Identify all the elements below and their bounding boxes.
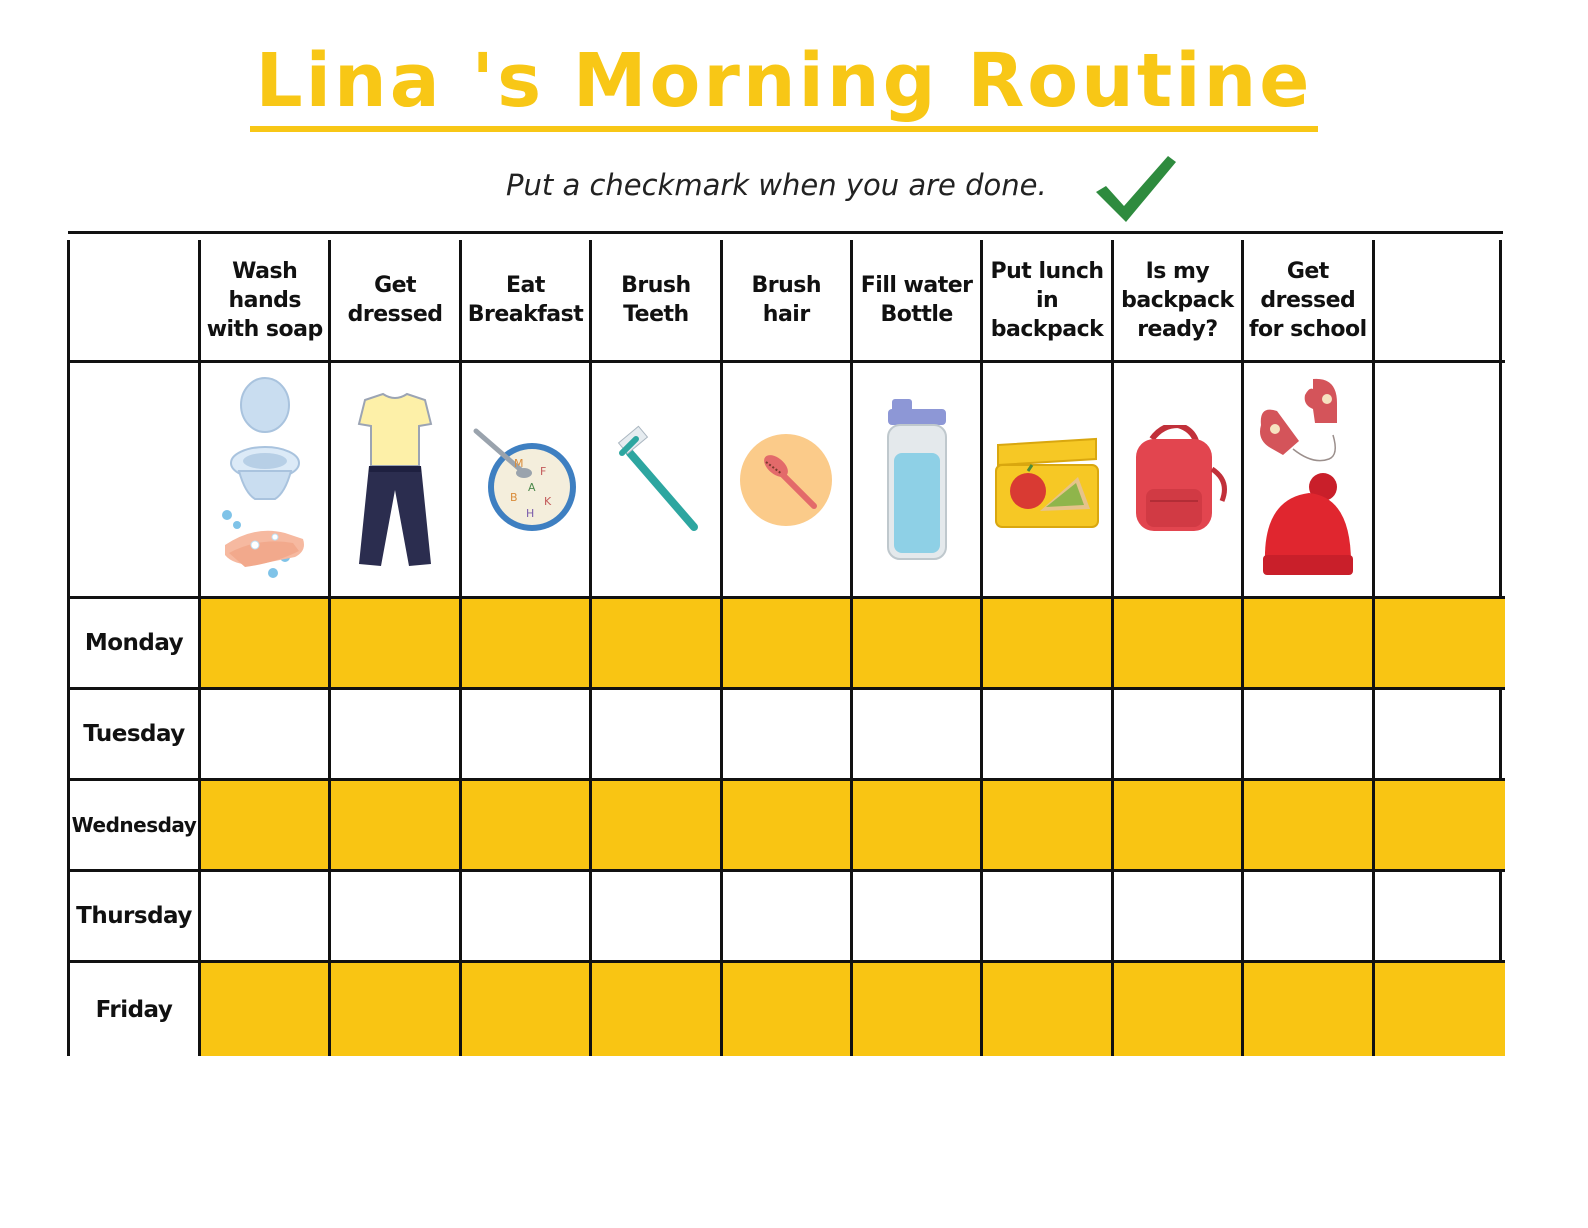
- checkbox-cell[interactable]: [462, 781, 592, 872]
- checkbox-cell[interactable]: [331, 963, 461, 1056]
- day-label-thursday: Thursday: [70, 872, 201, 963]
- icon-cell: [983, 363, 1113, 599]
- routine-table: [67, 240, 1502, 1056]
- checkbox-cell[interactable]: [592, 781, 722, 872]
- cereal-bowl-icon: [470, 425, 580, 535]
- checkbox-cell[interactable]: [723, 781, 853, 872]
- lunchbox-icon: [992, 425, 1102, 535]
- checkbox-cell[interactable]: [462, 963, 592, 1056]
- checkbox-cell[interactable]: [853, 690, 983, 781]
- backpack-icon: [1122, 425, 1232, 535]
- svg-text:M: M: [514, 456, 524, 470]
- mittens-hat-icon: [1253, 375, 1363, 585]
- task-header: Get dressed: [331, 240, 461, 363]
- day-label-wednesday: Wednesday: [70, 781, 201, 872]
- day-label-monday: Monday: [70, 599, 201, 690]
- checkbox-cell[interactable]: [331, 599, 461, 690]
- checkbox-cell[interactable]: [201, 781, 331, 872]
- task-header: Is my backpack ready?: [1114, 240, 1244, 363]
- checkbox-cell[interactable]: [1114, 781, 1244, 872]
- checkbox-cell[interactable]: [853, 781, 983, 872]
- checkbox-cell[interactable]: [462, 690, 592, 781]
- corner-cell: [70, 363, 201, 599]
- checkbox-cell[interactable]: [1244, 781, 1374, 872]
- clothes-icon: [345, 390, 445, 570]
- checkbox-cell[interactable]: [1114, 963, 1244, 1056]
- checkbox-cell[interactable]: [853, 963, 983, 1056]
- svg-text:K: K: [544, 494, 552, 508]
- checkmark-icon: [1090, 150, 1180, 230]
- checkbox-cell[interactable]: [201, 599, 331, 690]
- checkbox-cell[interactable]: [331, 872, 461, 963]
- checkbox-cell[interactable]: [1375, 872, 1505, 963]
- svg-text:F: F: [540, 464, 547, 478]
- toothbrush-icon: [606, 425, 706, 535]
- icon-cell: [592, 363, 722, 599]
- checkbox-cell[interactable]: [723, 963, 853, 1056]
- task-header: Fill water Bottle: [853, 240, 983, 363]
- task-header: Wash hands with soap: [201, 240, 331, 363]
- hairbrush-icon: [736, 430, 836, 530]
- checkbox-cell[interactable]: [983, 963, 1113, 1056]
- icon-cell: [1244, 363, 1374, 599]
- toilet-handwash-icon: [215, 375, 315, 585]
- checkbox-cell[interactable]: [1244, 690, 1374, 781]
- icon-cell: [331, 363, 461, 599]
- icon-cell: [853, 363, 983, 599]
- checkbox-cell[interactable]: [853, 872, 983, 963]
- checkbox-cell[interactable]: [201, 963, 331, 1056]
- checkbox-cell[interactable]: [592, 599, 722, 690]
- icon-cell: [1375, 363, 1505, 599]
- svg-text:H: H: [526, 506, 535, 520]
- checkbox-cell[interactable]: [592, 690, 722, 781]
- checkbox-cell[interactable]: [592, 872, 722, 963]
- icon-cell: [1114, 363, 1244, 599]
- checkbox-cell[interactable]: [1375, 963, 1505, 1056]
- checkbox-cell[interactable]: [723, 599, 853, 690]
- checkbox-cell[interactable]: [1114, 599, 1244, 690]
- checkbox-cell[interactable]: [592, 963, 722, 1056]
- checkbox-cell[interactable]: [331, 690, 461, 781]
- checkbox-cell[interactable]: [1114, 872, 1244, 963]
- task-header: Brush Teeth: [592, 240, 722, 363]
- checkbox-cell[interactable]: [1375, 690, 1505, 781]
- task-header: Get dressed for school: [1244, 240, 1374, 363]
- checkbox-cell[interactable]: [723, 690, 853, 781]
- checkbox-cell[interactable]: [1244, 599, 1374, 690]
- checkbox-cell[interactable]: [1244, 963, 1374, 1056]
- page-title: Lina 's Morning Routine: [250, 44, 1319, 132]
- task-header: Eat Breakfast: [462, 240, 592, 363]
- icon-cell: [201, 363, 331, 599]
- checkbox-cell[interactable]: [983, 872, 1113, 963]
- checkbox-cell[interactable]: [201, 872, 331, 963]
- checkbox-cell[interactable]: [1244, 872, 1374, 963]
- checkbox-cell[interactable]: [983, 599, 1113, 690]
- checkbox-cell[interactable]: [1375, 781, 1505, 872]
- checkbox-cell[interactable]: [462, 599, 592, 690]
- task-header: [1375, 240, 1505, 363]
- checkbox-cell[interactable]: [983, 781, 1113, 872]
- subtitle: Put a checkmark when you are done.: [506, 168, 1047, 202]
- svg-text:B: B: [510, 490, 519, 504]
- checkbox-cell[interactable]: [1114, 690, 1244, 781]
- checkbox-cell[interactable]: [723, 872, 853, 963]
- day-label-friday: Friday: [70, 963, 201, 1056]
- checkbox-cell[interactable]: [1375, 599, 1505, 690]
- checkbox-cell[interactable]: [201, 690, 331, 781]
- water-bottle-icon: [882, 395, 952, 565]
- checkbox-cell[interactable]: [331, 781, 461, 872]
- task-header: Put lunch in backpack: [983, 240, 1113, 363]
- corner-cell: [70, 240, 201, 363]
- checkbox-cell[interactable]: [462, 872, 592, 963]
- icon-cell: [723, 363, 853, 599]
- svg-text:A: A: [528, 480, 536, 494]
- title-container: [0, 38, 1568, 132]
- divider: [68, 231, 1503, 234]
- task-header: Brush hair: [723, 240, 853, 363]
- checkbox-cell[interactable]: [983, 690, 1113, 781]
- icon-cell: [462, 363, 592, 599]
- checkbox-cell[interactable]: [853, 599, 983, 690]
- day-label-tuesday: Tuesday: [70, 690, 201, 781]
